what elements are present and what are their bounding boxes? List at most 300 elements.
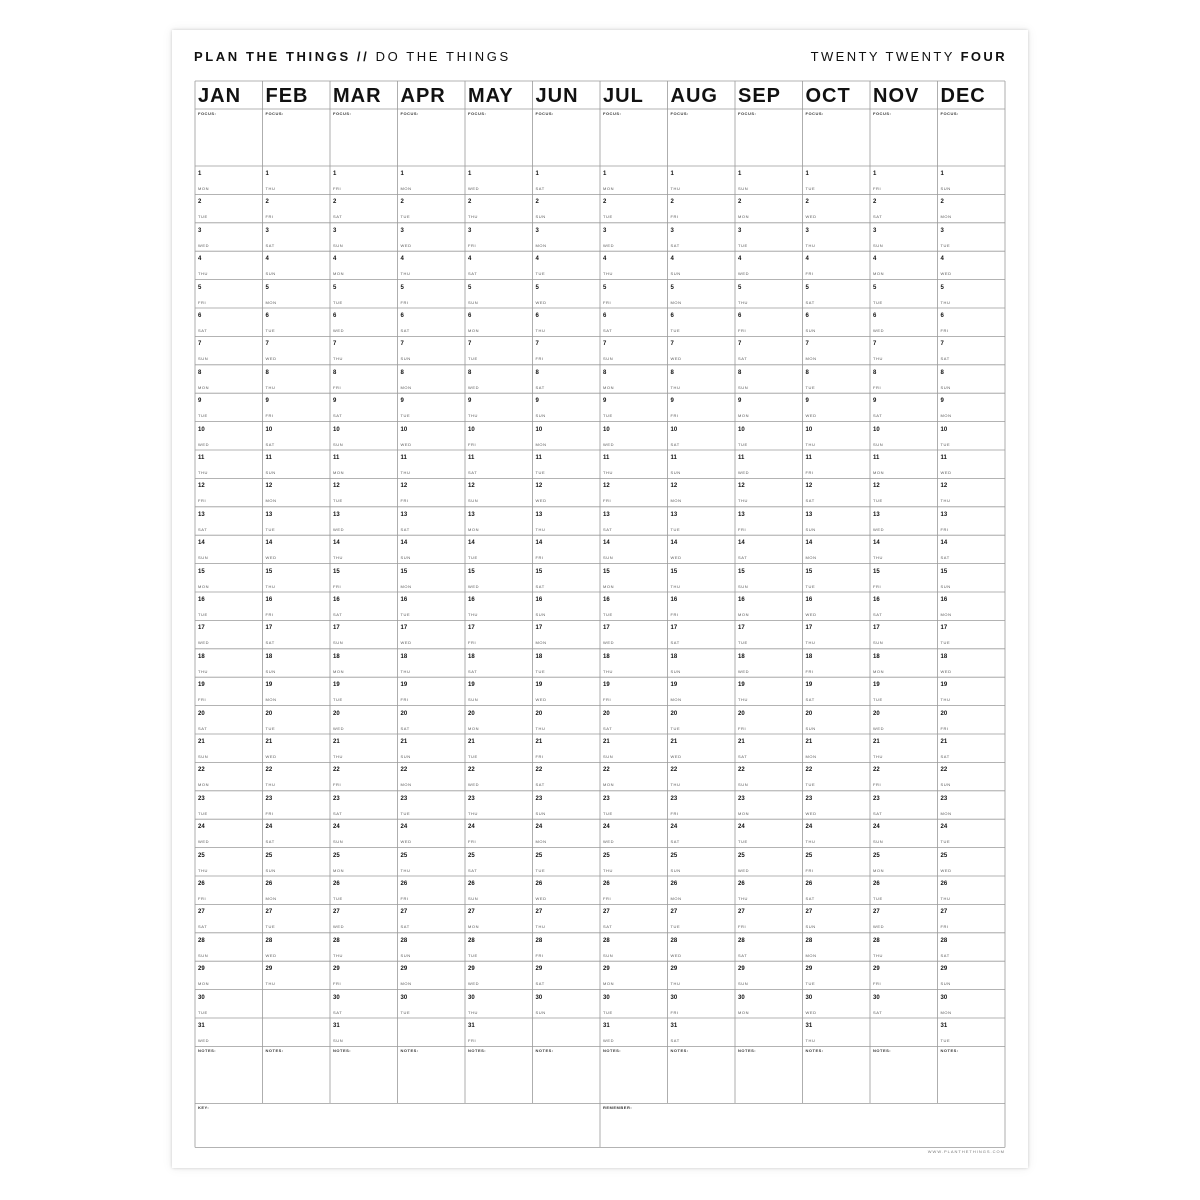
day-cell[interactable] <box>668 422 736 450</box>
day-cell[interactable] <box>938 734 1006 762</box>
key-area[interactable] <box>195 1103 600 1147</box>
day-cell[interactable] <box>465 677 533 705</box>
day-cell[interactable] <box>668 762 736 790</box>
day-cell[interactable] <box>668 904 736 932</box>
day-cell[interactable] <box>195 677 263 705</box>
day-cell[interactable] <box>735 933 803 961</box>
day-cell[interactable] <box>600 620 668 648</box>
day-cell[interactable] <box>465 990 533 1018</box>
day-cell[interactable] <box>533 223 601 251</box>
day-cell[interactable] <box>195 791 263 819</box>
day-cell[interactable] <box>263 706 331 734</box>
day-cell[interactable] <box>263 961 331 989</box>
day-cell[interactable] <box>533 706 601 734</box>
focus-cell[interactable] <box>263 109 331 166</box>
day-cell[interactable] <box>398 592 466 620</box>
day-cell[interactable] <box>668 620 736 648</box>
day-cell[interactable] <box>938 904 1006 932</box>
day-cell[interactable] <box>803 876 871 904</box>
day-cell[interactable] <box>195 706 263 734</box>
day-cell[interactable] <box>195 166 263 194</box>
day-cell[interactable] <box>330 450 398 478</box>
focus-cell[interactable] <box>735 109 803 166</box>
day-cell[interactable] <box>938 762 1006 790</box>
day-cell[interactable] <box>735 336 803 364</box>
notes-cell[interactable] <box>600 1046 668 1103</box>
focus-cell[interactable] <box>465 109 533 166</box>
day-cell[interactable] <box>263 166 331 194</box>
day-cell[interactable] <box>668 592 736 620</box>
day-cell[interactable] <box>870 961 938 989</box>
day-cell[interactable] <box>600 194 668 222</box>
day-cell[interactable] <box>870 308 938 336</box>
day-cell[interactable] <box>263 876 331 904</box>
day-cell[interactable] <box>533 904 601 932</box>
day-cell[interactable] <box>735 592 803 620</box>
day-cell[interactable] <box>465 904 533 932</box>
day-cell[interactable] <box>870 166 938 194</box>
day-cell[interactable] <box>938 876 1006 904</box>
day-cell[interactable] <box>938 990 1006 1018</box>
day-cell[interactable] <box>600 535 668 563</box>
day-cell[interactable] <box>803 734 871 762</box>
notes-cell[interactable] <box>195 1046 263 1103</box>
day-cell[interactable] <box>803 507 871 535</box>
day-cell[interactable] <box>600 251 668 279</box>
day-cell[interactable] <box>533 393 601 421</box>
focus-cell[interactable] <box>398 109 466 166</box>
day-cell[interactable] <box>398 166 466 194</box>
day-cell[interactable] <box>803 422 871 450</box>
day-cell[interactable] <box>195 1018 263 1046</box>
day-cell[interactable] <box>465 933 533 961</box>
notes-cell[interactable] <box>465 1046 533 1103</box>
day-cell[interactable] <box>938 280 1006 308</box>
day-cell[interactable] <box>330 478 398 506</box>
day-cell[interactable] <box>398 422 466 450</box>
day-cell[interactable] <box>735 848 803 876</box>
day-cell[interactable] <box>938 194 1006 222</box>
day-cell[interactable] <box>735 507 803 535</box>
day-cell[interactable] <box>600 308 668 336</box>
day-cell[interactable] <box>870 564 938 592</box>
day-cell[interactable] <box>803 336 871 364</box>
day-cell[interactable] <box>803 365 871 393</box>
day-cell[interactable] <box>668 450 736 478</box>
day-cell[interactable] <box>263 422 331 450</box>
day-cell[interactable] <box>600 961 668 989</box>
day-cell[interactable] <box>263 393 331 421</box>
day-cell[interactable] <box>533 251 601 279</box>
day-cell[interactable] <box>668 990 736 1018</box>
day-cell[interactable] <box>668 507 736 535</box>
day-cell[interactable] <box>263 649 331 677</box>
day-cell[interactable] <box>600 450 668 478</box>
notes-cell[interactable] <box>398 1046 466 1103</box>
day-cell[interactable] <box>263 564 331 592</box>
day-cell[interactable] <box>600 706 668 734</box>
day-cell[interactable] <box>263 933 331 961</box>
day-cell[interactable] <box>330 848 398 876</box>
day-cell[interactable] <box>938 336 1006 364</box>
day-cell[interactable] <box>735 904 803 932</box>
day-cell[interactable] <box>465 166 533 194</box>
day-cell[interactable] <box>195 535 263 563</box>
day-cell[interactable] <box>803 961 871 989</box>
day-cell[interactable] <box>398 848 466 876</box>
day-cell[interactable] <box>735 649 803 677</box>
day-cell[interactable] <box>195 933 263 961</box>
day-cell[interactable] <box>938 961 1006 989</box>
day-cell[interactable] <box>330 819 398 847</box>
day-cell[interactable] <box>870 990 938 1018</box>
day-cell[interactable] <box>398 961 466 989</box>
day-cell[interactable] <box>668 848 736 876</box>
day-cell[interactable] <box>600 393 668 421</box>
day-cell[interactable] <box>533 933 601 961</box>
day-cell[interactable] <box>195 450 263 478</box>
day-cell[interactable] <box>398 933 466 961</box>
day-cell[interactable] <box>533 848 601 876</box>
day-cell[interactable] <box>263 620 331 648</box>
day-cell[interactable] <box>398 450 466 478</box>
day-cell[interactable] <box>465 365 533 393</box>
day-cell[interactable] <box>398 734 466 762</box>
day-cell[interactable] <box>465 507 533 535</box>
day-cell[interactable] <box>870 365 938 393</box>
day-cell[interactable] <box>330 393 398 421</box>
day-cell[interactable] <box>803 535 871 563</box>
day-cell[interactable] <box>398 620 466 648</box>
day-cell[interactable] <box>465 308 533 336</box>
day-cell[interactable] <box>195 251 263 279</box>
day-cell[interactable] <box>330 876 398 904</box>
day-cell[interactable] <box>668 734 736 762</box>
day-cell[interactable] <box>938 791 1006 819</box>
day-cell[interactable] <box>398 990 466 1018</box>
day-cell[interactable] <box>668 166 736 194</box>
day-cell[interactable] <box>735 280 803 308</box>
day-cell[interactable] <box>600 422 668 450</box>
day-cell[interactable] <box>398 336 466 364</box>
day-cell[interactable] <box>195 990 263 1018</box>
day-cell[interactable] <box>735 961 803 989</box>
focus-cell[interactable] <box>533 109 601 166</box>
day-cell[interactable] <box>668 649 736 677</box>
day-cell[interactable] <box>533 166 601 194</box>
day-cell[interactable] <box>195 308 263 336</box>
day-cell[interactable] <box>330 422 398 450</box>
notes-cell[interactable] <box>330 1046 398 1103</box>
day-cell[interactable] <box>600 762 668 790</box>
day-cell[interactable] <box>330 194 398 222</box>
day-cell[interactable] <box>600 1018 668 1046</box>
notes-cell[interactable] <box>263 1046 331 1103</box>
day-cell[interactable] <box>735 393 803 421</box>
day-cell[interactable] <box>600 166 668 194</box>
day-cell[interactable] <box>398 507 466 535</box>
day-cell[interactable] <box>465 649 533 677</box>
day-cell[interactable] <box>668 791 736 819</box>
day-cell[interactable] <box>600 365 668 393</box>
day-cell[interactable] <box>668 933 736 961</box>
day-cell[interactable] <box>195 280 263 308</box>
day-cell[interactable] <box>735 223 803 251</box>
day-cell[interactable] <box>600 280 668 308</box>
focus-cell[interactable] <box>938 109 1006 166</box>
day-cell[interactable] <box>330 649 398 677</box>
day-cell[interactable] <box>668 706 736 734</box>
remember-area[interactable] <box>600 1103 1005 1147</box>
day-cell[interactable] <box>195 422 263 450</box>
day-cell[interactable] <box>938 507 1006 535</box>
day-cell[interactable] <box>533 365 601 393</box>
day-cell[interactable] <box>465 422 533 450</box>
focus-cell[interactable] <box>330 109 398 166</box>
day-cell[interactable] <box>195 819 263 847</box>
day-cell[interactable] <box>398 706 466 734</box>
day-cell[interactable] <box>465 251 533 279</box>
day-cell[interactable] <box>330 734 398 762</box>
day-cell[interactable] <box>668 194 736 222</box>
day-cell[interactable] <box>330 280 398 308</box>
day-cell[interactable] <box>330 791 398 819</box>
day-cell[interactable] <box>195 223 263 251</box>
day-cell[interactable] <box>195 194 263 222</box>
day-cell[interactable] <box>735 478 803 506</box>
day-cell[interactable] <box>465 194 533 222</box>
day-cell[interactable] <box>465 592 533 620</box>
day-cell[interactable] <box>195 848 263 876</box>
day-cell[interactable] <box>465 762 533 790</box>
day-cell[interactable] <box>938 848 1006 876</box>
day-cell[interactable] <box>465 478 533 506</box>
day-cell[interactable] <box>195 336 263 364</box>
day-cell[interactable] <box>398 876 466 904</box>
day-cell[interactable] <box>668 677 736 705</box>
focus-cell[interactable] <box>803 109 871 166</box>
day-cell[interactable] <box>465 1018 533 1046</box>
day-cell[interactable] <box>938 450 1006 478</box>
day-cell[interactable] <box>870 194 938 222</box>
day-cell[interactable] <box>330 620 398 648</box>
day-cell[interactable] <box>870 223 938 251</box>
day-cell[interactable] <box>398 762 466 790</box>
day-cell[interactable] <box>533 422 601 450</box>
day-cell[interactable] <box>398 478 466 506</box>
focus-cell[interactable] <box>600 109 668 166</box>
day-cell[interactable] <box>600 592 668 620</box>
day-cell[interactable] <box>803 1018 871 1046</box>
day-cell[interactable] <box>735 734 803 762</box>
day-cell[interactable] <box>533 819 601 847</box>
focus-cell[interactable] <box>870 109 938 166</box>
day-cell[interactable] <box>938 535 1006 563</box>
focus-cell[interactable] <box>668 109 736 166</box>
day-cell[interactable] <box>263 450 331 478</box>
day-cell[interactable] <box>735 990 803 1018</box>
day-cell[interactable] <box>600 734 668 762</box>
day-cell[interactable] <box>398 904 466 932</box>
day-cell[interactable] <box>870 478 938 506</box>
day-cell[interactable] <box>938 308 1006 336</box>
day-cell[interactable] <box>263 535 331 563</box>
day-cell[interactable] <box>735 166 803 194</box>
notes-cell[interactable] <box>668 1046 736 1103</box>
day-cell[interactable] <box>600 933 668 961</box>
day-cell[interactable] <box>600 677 668 705</box>
day-cell[interactable] <box>195 592 263 620</box>
day-cell[interactable] <box>668 308 736 336</box>
day-cell[interactable] <box>668 961 736 989</box>
day-cell[interactable] <box>533 762 601 790</box>
day-cell[interactable] <box>195 734 263 762</box>
day-cell[interactable] <box>263 336 331 364</box>
day-cell[interactable] <box>870 791 938 819</box>
day-cell[interactable] <box>870 393 938 421</box>
day-cell[interactable] <box>465 876 533 904</box>
notes-cell[interactable] <box>533 1046 601 1103</box>
day-cell[interactable] <box>263 848 331 876</box>
day-cell[interactable] <box>330 166 398 194</box>
day-cell[interactable] <box>668 819 736 847</box>
day-cell[interactable] <box>600 564 668 592</box>
day-cell[interactable] <box>938 166 1006 194</box>
day-cell[interactable] <box>735 791 803 819</box>
notes-cell[interactable] <box>938 1046 1006 1103</box>
day-cell[interactable] <box>870 876 938 904</box>
day-cell[interactable] <box>465 280 533 308</box>
day-cell[interactable] <box>465 848 533 876</box>
day-cell[interactable] <box>735 620 803 648</box>
day-cell[interactable] <box>803 592 871 620</box>
day-cell[interactable] <box>330 592 398 620</box>
day-cell[interactable] <box>330 1018 398 1046</box>
day-cell[interactable] <box>533 734 601 762</box>
day-cell[interactable] <box>263 677 331 705</box>
day-cell[interactable] <box>938 592 1006 620</box>
day-cell[interactable] <box>668 393 736 421</box>
day-cell[interactable] <box>330 933 398 961</box>
day-cell[interactable] <box>668 280 736 308</box>
day-cell[interactable] <box>465 791 533 819</box>
day-cell[interactable] <box>938 564 1006 592</box>
day-cell[interactable] <box>533 535 601 563</box>
day-cell[interactable] <box>938 620 1006 648</box>
day-cell[interactable] <box>668 876 736 904</box>
day-cell[interactable] <box>803 990 871 1018</box>
day-cell[interactable] <box>803 166 871 194</box>
day-cell[interactable] <box>330 677 398 705</box>
day-cell[interactable] <box>870 450 938 478</box>
day-cell[interactable] <box>263 308 331 336</box>
day-cell[interactable] <box>870 620 938 648</box>
day-cell[interactable] <box>735 422 803 450</box>
day-cell[interactable] <box>803 706 871 734</box>
day-cell[interactable] <box>735 450 803 478</box>
day-cell[interactable] <box>803 393 871 421</box>
day-cell[interactable] <box>938 819 1006 847</box>
day-cell[interactable] <box>330 251 398 279</box>
day-cell[interactable] <box>668 535 736 563</box>
day-cell[interactable] <box>735 535 803 563</box>
day-cell[interactable] <box>735 819 803 847</box>
day-cell[interactable] <box>803 848 871 876</box>
day-cell[interactable] <box>938 706 1006 734</box>
day-cell[interactable] <box>330 706 398 734</box>
day-cell[interactable] <box>398 819 466 847</box>
day-cell[interactable] <box>938 1018 1006 1046</box>
day-cell[interactable] <box>668 478 736 506</box>
day-cell[interactable] <box>330 336 398 364</box>
day-cell[interactable] <box>195 649 263 677</box>
day-cell[interactable] <box>465 223 533 251</box>
day-cell[interactable] <box>600 791 668 819</box>
day-cell[interactable] <box>533 194 601 222</box>
day-cell[interactable] <box>870 592 938 620</box>
day-cell[interactable] <box>870 734 938 762</box>
day-cell[interactable] <box>533 791 601 819</box>
day-cell[interactable] <box>263 592 331 620</box>
day-cell[interactable] <box>398 194 466 222</box>
day-cell[interactable] <box>533 990 601 1018</box>
day-cell[interactable] <box>533 507 601 535</box>
day-cell[interactable] <box>668 251 736 279</box>
day-cell[interactable] <box>330 564 398 592</box>
day-cell[interactable] <box>803 478 871 506</box>
day-cell[interactable] <box>803 791 871 819</box>
day-cell[interactable] <box>735 308 803 336</box>
day-cell[interactable] <box>803 308 871 336</box>
day-cell[interactable] <box>533 677 601 705</box>
day-cell[interactable] <box>533 336 601 364</box>
day-cell[interactable] <box>465 819 533 847</box>
day-cell[interactable] <box>735 706 803 734</box>
day-cell[interactable] <box>938 478 1006 506</box>
day-cell[interactable] <box>938 365 1006 393</box>
notes-cell[interactable] <box>803 1046 871 1103</box>
day-cell[interactable] <box>330 223 398 251</box>
day-cell[interactable] <box>803 564 871 592</box>
day-cell[interactable] <box>803 223 871 251</box>
day-cell[interactable] <box>870 933 938 961</box>
day-cell[interactable] <box>668 365 736 393</box>
day-cell[interactable] <box>398 280 466 308</box>
day-cell[interactable] <box>803 450 871 478</box>
day-cell[interactable] <box>398 791 466 819</box>
day-cell[interactable] <box>398 535 466 563</box>
day-cell[interactable] <box>195 478 263 506</box>
day-cell[interactable] <box>870 848 938 876</box>
day-cell[interactable] <box>533 649 601 677</box>
day-cell[interactable] <box>668 336 736 364</box>
day-cell[interactable] <box>735 677 803 705</box>
day-cell[interactable] <box>938 251 1006 279</box>
day-cell[interactable] <box>533 564 601 592</box>
day-cell[interactable] <box>600 990 668 1018</box>
day-cell[interactable] <box>263 194 331 222</box>
day-cell[interactable] <box>330 904 398 932</box>
day-cell[interactable] <box>938 393 1006 421</box>
day-cell[interactable] <box>465 734 533 762</box>
day-cell[interactable] <box>803 819 871 847</box>
day-cell[interactable] <box>398 677 466 705</box>
day-cell[interactable] <box>938 422 1006 450</box>
day-cell[interactable] <box>195 365 263 393</box>
day-cell[interactable] <box>465 564 533 592</box>
day-cell[interactable] <box>735 365 803 393</box>
day-cell[interactable] <box>533 876 601 904</box>
